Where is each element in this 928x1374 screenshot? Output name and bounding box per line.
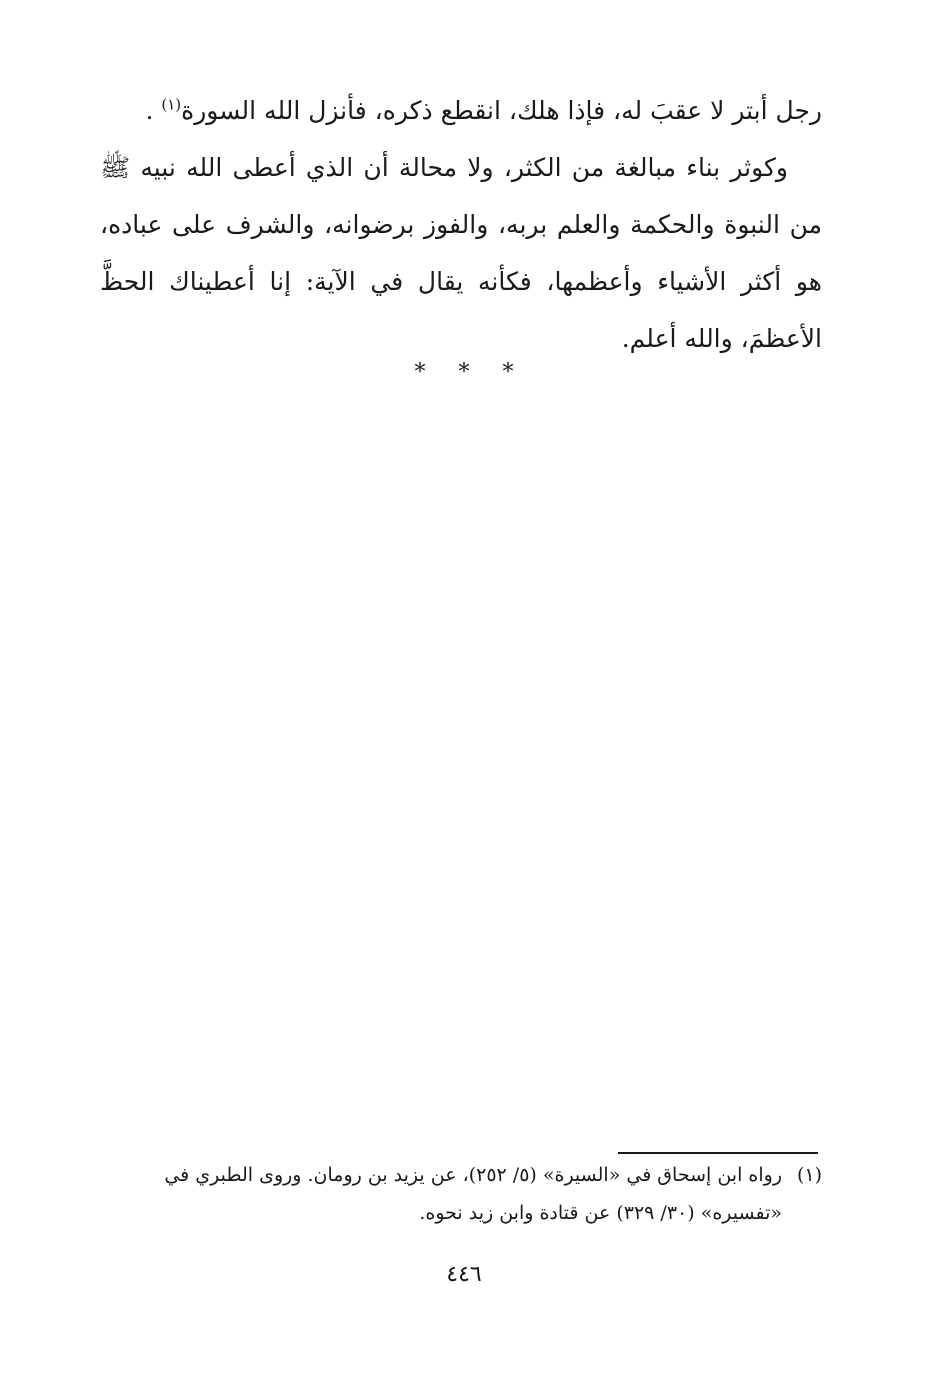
main-text xyxy=(100,82,822,367)
footnote xyxy=(100,1156,822,1232)
footnote-line-2: «تفسيره» (٣٠/ ٣٢٩) عن قتادة وابن زيد نحوه. xyxy=(419,1202,782,1224)
footnote-number: (١) xyxy=(796,1164,822,1186)
paragraph-1-text: رجل أبتر لا عقبَ له، فإذا هلك، انقطع ذكره، فأنزل الله السورة xyxy=(181,96,822,125)
footnote-divider xyxy=(618,1152,818,1154)
footnote-reference[interactable]: (١) xyxy=(161,95,182,114)
footnote-line-1 xyxy=(100,1156,822,1194)
section-separator xyxy=(0,360,928,385)
separator-star-2: * xyxy=(458,360,470,385)
footnote-text-1: رواه ابن إسحاق في «السيرة» (٥/ ٢٥٢)، عن يزيد بن رومان. وروى الطبري في xyxy=(164,1164,782,1186)
separator-star-1: * xyxy=(414,360,426,385)
page-number: ٤٤٦ xyxy=(446,1262,482,1287)
paragraph-1 xyxy=(100,82,822,139)
paragraph-1-tail: . xyxy=(145,96,154,125)
separator-star-3: * xyxy=(502,360,514,385)
paragraph-2: وكوثر بناء مبالغة من الكثر، ولا محالة أن الذي أعطى الله نبيه ﷺ من النبوة والحكمة والعلم بربه، والفوز برضوانه، والشرف على عباده، هو أكثر الأشياء وأعظمها، فكأنه يقال في الآية: إنا أعطيناك الحظَّ الأعظمَ، والله أعلم. xyxy=(100,153,822,353)
